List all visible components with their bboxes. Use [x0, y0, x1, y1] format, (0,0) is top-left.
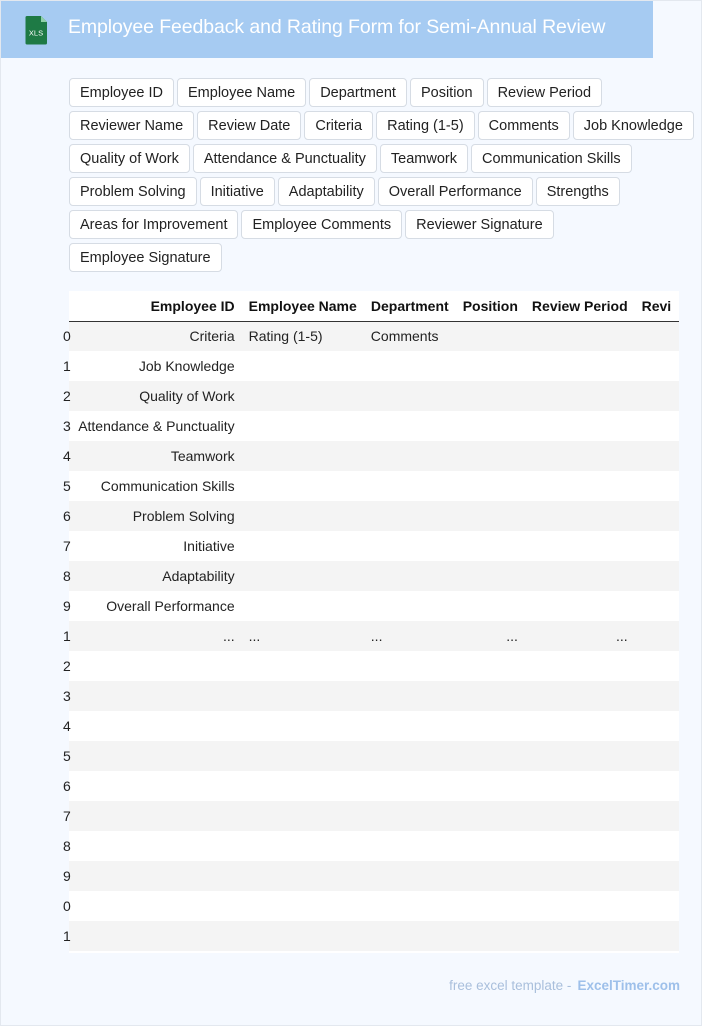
table-cell [364, 441, 456, 471]
table-cell [456, 801, 525, 831]
table-row [69, 741, 679, 771]
row-index: 4 [63, 718, 71, 734]
table-cell [525, 591, 635, 621]
table-cell [525, 501, 635, 531]
table-row [69, 501, 679, 531]
table-cell [525, 381, 635, 411]
table-cell [71, 861, 241, 891]
table-cell [525, 891, 635, 921]
field-chip-employee-id[interactable]: Employee ID [69, 78, 174, 107]
field-chip-reviewer-name[interactable]: Reviewer Name [69, 111, 194, 140]
data-table [63, 291, 679, 951]
field-chip-review-period[interactable]: Review Period [487, 78, 603, 107]
table-cell [242, 921, 364, 951]
table-row [69, 621, 679, 651]
table-cell [242, 741, 364, 771]
table-cell [635, 351, 679, 381]
table-row [69, 831, 679, 861]
xls-icon-label: XLS [28, 28, 44, 38]
field-chip-list [69, 78, 703, 272]
table-cell [635, 531, 679, 561]
table-cell [364, 471, 456, 501]
field-chip-quality-of-work[interactable]: Quality of Work [69, 144, 190, 173]
table-row [69, 891, 679, 921]
table-row [69, 351, 679, 381]
table-cell [364, 831, 456, 861]
table-row [69, 411, 679, 441]
table-cell [456, 351, 525, 381]
table-cell: ... [364, 621, 456, 651]
field-chip-initiative[interactable]: Initiative [200, 177, 275, 206]
field-chip-strengths[interactable]: Strengths [536, 177, 620, 206]
table-cell: Overall Performance [71, 591, 241, 621]
table-cell [525, 531, 635, 561]
field-chip-position[interactable]: Position [410, 78, 484, 107]
table-row [69, 711, 679, 741]
table-cell: Criteria [71, 321, 241, 351]
table-body [63, 321, 679, 951]
table-cell: Job Knowledge [71, 351, 241, 381]
table-cell [635, 921, 679, 951]
table-cell [525, 711, 635, 741]
table-row [69, 321, 679, 351]
table-cell [364, 801, 456, 831]
column-header-position: Position [456, 291, 525, 321]
table-cell [71, 741, 241, 771]
table-cell [525, 861, 635, 891]
table-cell [242, 471, 364, 501]
table-cell [364, 861, 456, 891]
table-cell [525, 801, 635, 831]
table-cell [364, 681, 456, 711]
table-cell: Communication Skills [71, 471, 241, 501]
field-chip-overall-performance[interactable]: Overall Performance [378, 177, 533, 206]
table-cell [525, 741, 635, 771]
table-cell [525, 651, 635, 681]
table-cell [456, 531, 525, 561]
table-cell [71, 921, 241, 951]
row-index: 2 [63, 388, 71, 404]
table-cell [635, 681, 679, 711]
row-index: 4 [63, 448, 71, 464]
table-cell [456, 411, 525, 441]
table-cell [456, 711, 525, 741]
table-cell [364, 531, 456, 561]
title-banner [1, 1, 653, 58]
table-cell [364, 771, 456, 801]
table-cell [525, 411, 635, 441]
table-cell [364, 411, 456, 441]
row-index: 5 [63, 748, 71, 764]
row-index: 1 [63, 358, 71, 374]
table-cell [364, 351, 456, 381]
table-cell [635, 381, 679, 411]
table-cell [242, 381, 364, 411]
table-cell [635, 651, 679, 681]
field-chip-department[interactable]: Department [309, 78, 407, 107]
table-cell [635, 711, 679, 741]
row-index: 6 [63, 778, 71, 794]
table-cell [242, 351, 364, 381]
table-cell [71, 771, 241, 801]
table-cell [364, 921, 456, 951]
column-header-employee-id: Employee ID [71, 291, 241, 321]
table-cell [525, 351, 635, 381]
row-index: 7 [63, 538, 71, 554]
table-cell [635, 861, 679, 891]
table-cell [456, 681, 525, 711]
table-cell: Attendance & Punctuality [71, 411, 241, 441]
table-cell [242, 771, 364, 801]
row-index: 3 [63, 688, 71, 704]
table-cell [364, 891, 456, 921]
row-index: 9 [63, 868, 71, 884]
table-cell [635, 501, 679, 531]
column-header-revi: Revi [635, 291, 679, 321]
table-cell [242, 801, 364, 831]
table-cell [456, 381, 525, 411]
table-cell [456, 771, 525, 801]
field-chip-areas-for-improvement[interactable]: Areas for Improvement [69, 210, 238, 239]
table-row [69, 441, 679, 471]
table-cell [456, 501, 525, 531]
table-cell [242, 891, 364, 921]
table-cell [456, 651, 525, 681]
table-row [69, 381, 679, 411]
table-cell [525, 681, 635, 711]
table-cell: ... [242, 621, 364, 651]
field-chip-reviewer-signature[interactable]: Reviewer Signature [405, 210, 554, 239]
row-index: 0 [63, 328, 71, 345]
table-row [69, 921, 679, 951]
table-cell: Rating (1-5) [242, 321, 364, 351]
field-chip-communication-skills[interactable]: Communication Skills [471, 144, 632, 173]
table-cell [525, 831, 635, 861]
table-cell [456, 861, 525, 891]
table-row [69, 681, 679, 711]
table-cell [635, 621, 679, 651]
table-cell [71, 891, 241, 921]
row-index: 7 [63, 808, 71, 824]
row-index: 3 [63, 418, 71, 434]
table-cell [364, 741, 456, 771]
field-chip-attendance-punctuality[interactable]: Attendance & Punctuality [193, 144, 377, 173]
table-cell [635, 441, 679, 471]
table-row [69, 771, 679, 801]
table-cell [456, 321, 525, 351]
table-cell [635, 741, 679, 771]
field-chip-problem-solving[interactable]: Problem Solving [69, 177, 197, 206]
table-cell [242, 831, 364, 861]
column-header-review-period: Review Period [525, 291, 635, 321]
table-cell [456, 921, 525, 951]
table-cell [525, 321, 635, 351]
footer-brand-link[interactable]: ExcelTimer.com [577, 978, 680, 993]
field-chip-employee-name[interactable]: Employee Name [177, 78, 306, 107]
field-chip-teamwork[interactable]: Teamwork [380, 144, 468, 173]
table-cell [71, 831, 241, 861]
xls-file-icon [23, 15, 51, 45]
table-cell [635, 831, 679, 861]
field-chip-review-date[interactable]: Review Date [197, 111, 301, 140]
table-cell [364, 651, 456, 681]
table-cell: Quality of Work [71, 381, 241, 411]
table-cell [525, 441, 635, 471]
data-table-container[interactable] [63, 291, 679, 953]
field-chip-employee-comments[interactable]: Employee Comments [241, 210, 402, 239]
row-index: 0 [63, 898, 71, 914]
field-chip-job-knowledge[interactable]: Job Knowledge [573, 111, 694, 140]
table-cell [364, 501, 456, 531]
table-cell: ... [456, 621, 525, 651]
table-cell: ... [525, 621, 635, 651]
table-row [69, 861, 679, 891]
table-cell [635, 801, 679, 831]
table-cell [635, 321, 679, 351]
table-cell: Adaptability [71, 561, 241, 591]
field-chip-comments[interactable]: Comments [478, 111, 570, 140]
row-index: 5 [63, 478, 71, 494]
table-cell: ... [71, 621, 241, 651]
row-index: 8 [63, 838, 71, 854]
table-cell [456, 741, 525, 771]
row-index: 1 [63, 628, 71, 644]
table-cell [456, 591, 525, 621]
table-cell [635, 891, 679, 921]
table-row [69, 591, 679, 621]
table-cell [364, 711, 456, 741]
table-header-row [69, 291, 679, 321]
footer [449, 978, 680, 993]
table-cell [242, 411, 364, 441]
table-cell [525, 471, 635, 501]
table-cell: Problem Solving [71, 501, 241, 531]
table-cell: Comments [364, 321, 456, 351]
table-cell [525, 771, 635, 801]
table-cell [71, 681, 241, 711]
table-cell [242, 501, 364, 531]
table-row [69, 651, 679, 681]
table-cell: Teamwork [71, 441, 241, 471]
page-title: Employee Feedback and Rating Form for Semi-Annual Review [68, 16, 606, 38]
row-index: 8 [63, 568, 71, 584]
table-cell [364, 381, 456, 411]
row-index: 1 [63, 928, 71, 944]
table-cell [635, 411, 679, 441]
table-cell [364, 561, 456, 591]
table-cell [242, 531, 364, 561]
row-index: 9 [63, 598, 71, 614]
table-cell [242, 681, 364, 711]
table-row [69, 561, 679, 591]
row-index: 6 [63, 508, 71, 524]
table-cell [525, 921, 635, 951]
table-cell [242, 561, 364, 591]
table-cell [242, 441, 364, 471]
column-header-department: Department [364, 291, 456, 321]
table-cell [456, 891, 525, 921]
table-row [69, 531, 679, 561]
table-cell [242, 651, 364, 681]
table-cell [635, 561, 679, 591]
table-cell [456, 831, 525, 861]
table-cell: Initiative [71, 531, 241, 561]
table-cell [635, 771, 679, 801]
field-chip-employee-signature[interactable]: Employee Signature [69, 243, 222, 272]
row-index: 2 [63, 658, 71, 674]
table-cell [242, 861, 364, 891]
table-row [69, 471, 679, 501]
table-cell [635, 471, 679, 501]
table-cell [71, 651, 241, 681]
table-cell [525, 561, 635, 591]
table-cell [635, 591, 679, 621]
table-cell [364, 591, 456, 621]
footer-text: free excel template - [449, 978, 572, 993]
table-cell [456, 471, 525, 501]
table-cell [242, 591, 364, 621]
table-row [69, 801, 679, 831]
table-cell [71, 801, 241, 831]
column-header-employee-name: Employee Name [242, 291, 364, 321]
table-cell [71, 711, 241, 741]
table-cell [456, 441, 525, 471]
table-cell [456, 561, 525, 591]
field-chip-adaptability[interactable]: Adaptability [278, 177, 375, 206]
field-chip-rating-1-5[interactable]: Rating (1-5) [376, 111, 475, 140]
field-chip-criteria[interactable]: Criteria [304, 111, 373, 140]
table-cell [242, 711, 364, 741]
